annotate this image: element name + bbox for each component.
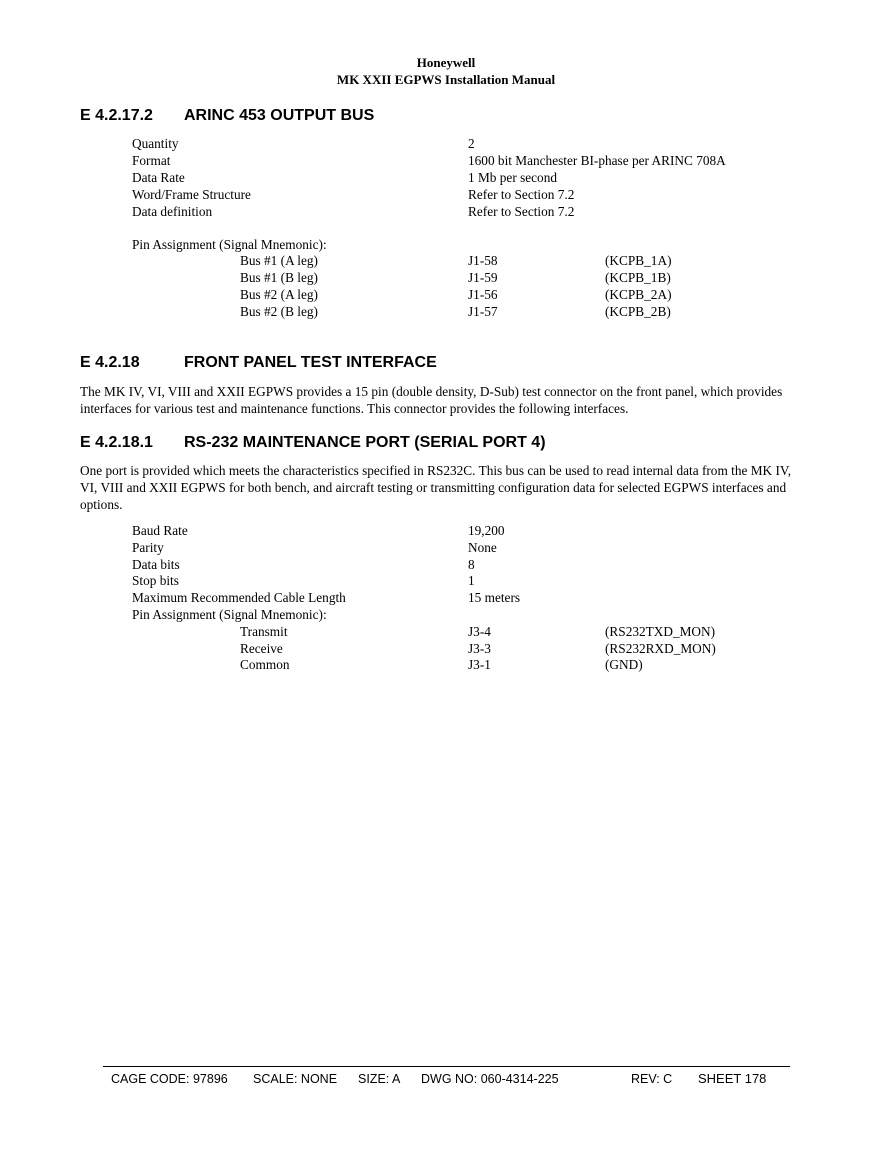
footer-cage-code: CAGE CODE: 97896 xyxy=(111,1072,228,1086)
section-number: E 4.2.17.2 xyxy=(80,107,153,124)
pin-number: J3-1 xyxy=(468,657,491,672)
spec-label: Baud Rate xyxy=(132,523,188,538)
footer-size: SIZE: A xyxy=(358,1072,401,1086)
spec-label: Maximum Recommended Cable Length xyxy=(132,590,346,605)
pin-number: J1-59 xyxy=(468,270,498,285)
pin-signal: Bus #1 (A leg) xyxy=(240,253,318,268)
spec-value: 15 meters xyxy=(468,590,521,605)
front-panel-paragraph: The MK IV, VI, VIII and XXII EGPWS provides a 15 pin (double density, D-Sub) test connector on the front panel, which provides interfaces for various test and maintenance functions. This connector provides the following interfaces. xyxy=(80,384,783,416)
spec-value: 8 xyxy=(468,557,475,572)
pin-assignment-heading: Pin Assignment (Signal Mnemonic): xyxy=(132,237,327,252)
spec-value: Refer to Section 7.2 xyxy=(468,204,575,219)
pin-mnemonic: (KCPB_2A) xyxy=(605,287,672,302)
spec-label: Data definition xyxy=(132,204,213,219)
footer-scale: SCALE: NONE xyxy=(253,1072,338,1086)
section-number: E 4.2.18.1 xyxy=(80,434,153,451)
spec-value: 1 Mb per second xyxy=(468,170,557,185)
pin-signal: Common xyxy=(240,657,290,672)
pin-mnemonic: (KCPB_1B) xyxy=(605,270,671,285)
pin-number: J1-57 xyxy=(468,304,498,319)
pin-signal: Transmit xyxy=(240,624,288,639)
pin-signal: Receive xyxy=(240,641,283,656)
spec-label: Quantity xyxy=(132,136,179,151)
section-title: RS-232 MAINTENANCE PORT (SERIAL PORT 4) xyxy=(184,434,546,451)
pin-mnemonic: (RS232RXD_MON) xyxy=(605,641,716,656)
pin-signal: Bus #2 (A leg) xyxy=(240,287,318,302)
pin-mnemonic: (KCPB_2B) xyxy=(605,304,671,319)
pin-mnemonic: (KCPB_1A) xyxy=(605,253,672,268)
section-number: E 4.2.18 xyxy=(80,354,140,371)
footer-sheet: SHEET 178 xyxy=(698,1071,767,1086)
pin-number: J3-3 xyxy=(468,641,491,656)
pin-number: J3-4 xyxy=(468,624,491,639)
spec-value: 2 xyxy=(468,136,475,151)
section-title: ARINC 453 OUTPUT BUS xyxy=(184,107,375,124)
spec-value: None xyxy=(468,540,497,555)
spec-label: Word/Frame Structure xyxy=(132,187,251,202)
spec-label: Data bits xyxy=(132,557,180,572)
header-manual-title: MK XXII EGPWS Installation Manual xyxy=(336,72,556,87)
section-title: FRONT PANEL TEST INTERFACE xyxy=(184,354,437,371)
spec-label: Data Rate xyxy=(132,170,185,185)
spec-label: Parity xyxy=(132,540,164,555)
pin-signal: Bus #2 (B leg) xyxy=(240,304,318,319)
footer-rule xyxy=(103,1066,790,1067)
rs232-paragraph: One port is provided which meets the characteristics specified in RS232C. This bus can be used to read internal data from the MK IV, VI, VIII and XXII EGPWS for both bench, and aircraft testing or transmitting configuration data for selected EGPWS interfaces and options. xyxy=(80,463,792,512)
spec-value: Refer to Section 7.2 xyxy=(468,187,575,202)
footer-rev: REV: C xyxy=(631,1072,673,1086)
pin-number: J1-56 xyxy=(468,287,498,302)
pin-signal: Bus #1 (B leg) xyxy=(240,270,318,285)
footer-dwg-no: DWG NO: 060-4314-225 xyxy=(421,1072,559,1086)
pin-number: J1-58 xyxy=(468,253,498,268)
header-company: Honeywell xyxy=(416,55,476,70)
pin-assignment-heading: Pin Assignment (Signal Mnemonic): xyxy=(132,607,327,622)
spec-value: 1 xyxy=(468,573,475,588)
pin-mnemonic: (RS232TXD_MON) xyxy=(605,624,716,639)
spec-value: 19,200 xyxy=(468,523,505,538)
spec-label: Format xyxy=(132,153,171,168)
spec-label: Stop bits xyxy=(132,573,179,588)
pin-mnemonic: (GND) xyxy=(605,657,643,672)
spec-value: 1600 bit Manchester BI-phase per ARINC 708A xyxy=(468,153,726,168)
